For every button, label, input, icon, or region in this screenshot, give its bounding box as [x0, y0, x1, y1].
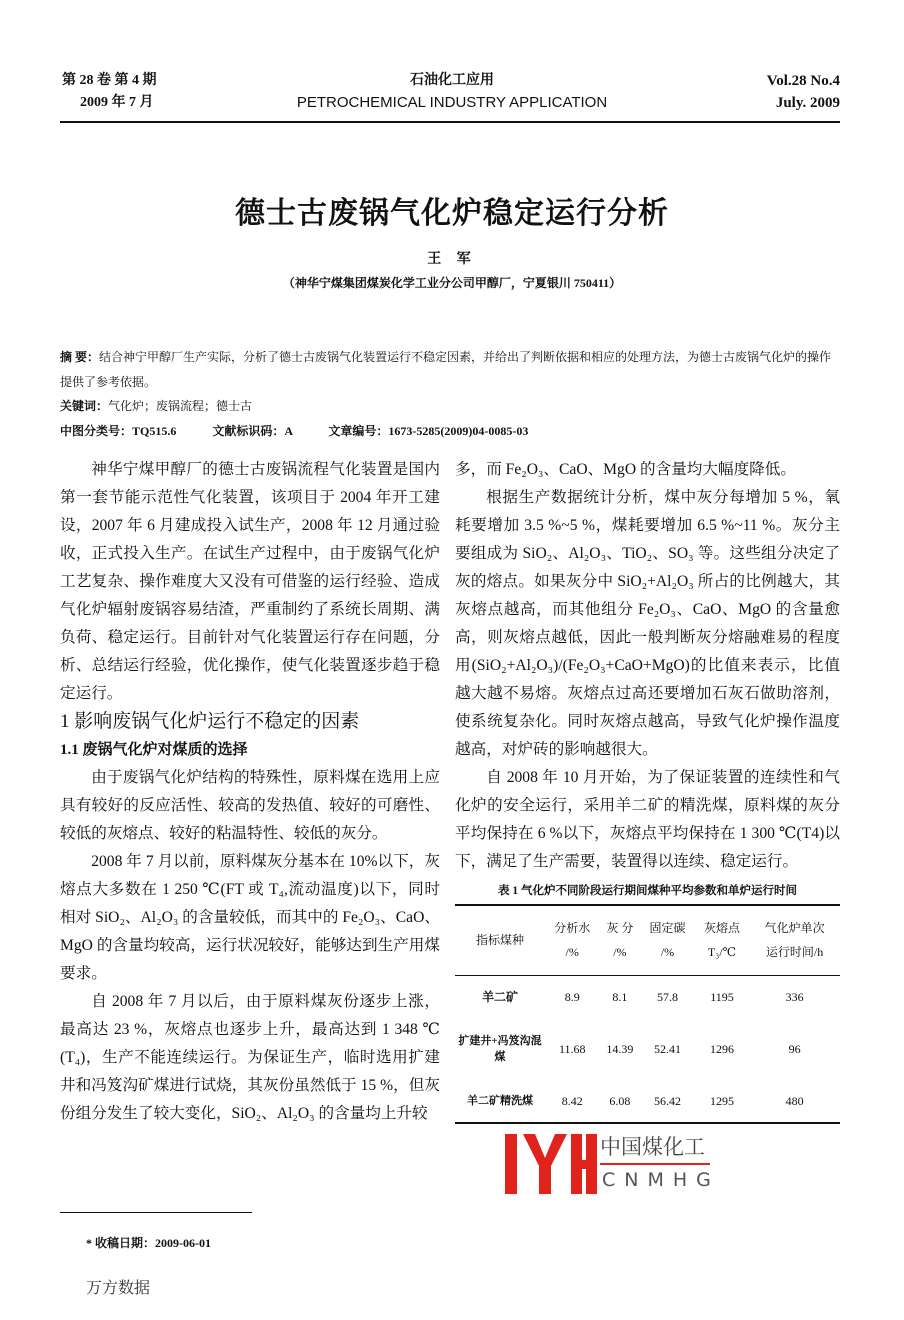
- table-cell: 8.1: [612, 990, 628, 1005]
- table-header: 气化炉单次 运行时间/h: [764, 921, 825, 960]
- table-cell: 57.8: [657, 990, 679, 1005]
- paragraph: 神华宁煤甲醇厂的德士古废锅流程气化装置是国内第一套节能示范性气化装置，该项目于 2004 年开工建设，2007 年 6 月建成投入试生产，2008 年 12 月通过验收，正式投入生产。在试生产过程中，由于废锅气化炉工艺复杂、操作难度大又没有可借鉴的运行经验、造成气化炉辐射废锅容易结渣，严重制约了系统长周期、满负荷、稳定运行。目前针对气化装置运行存在问题，分析、总结运行经验，优化操作，使气化装置逐步趋于稳定运行。: [60, 461, 440, 702]
- abstract-block: [60, 345, 840, 443]
- table-cell: 8.42: [561, 1093, 583, 1108]
- paragraph: 多，而 Fe₂O₃、CaO、MgO 的含量均大幅度降低。: [455, 461, 796, 478]
- watermark-cn: 中国煤化工: [600, 1135, 705, 1159]
- journal-en: PETROCHEMICAL INDUSTRY APPLICATION: [296, 94, 608, 111]
- table-cell: 52.41: [654, 1042, 682, 1056]
- table-header: 分析水 /%: [554, 921, 591, 960]
- classification: [60, 419, 840, 444]
- table-cell: 扩建井+冯笈沟混煤: [458, 1035, 542, 1063]
- header-rule: [60, 121, 840, 123]
- paper-title: 德士古废锅气化炉稳定运行分析: [235, 197, 669, 230]
- affiliation: （神华宁煤集团煤炭化学工业分公司甲醇厂，宁夏银川 750411）: [282, 276, 622, 290]
- date-en: July. 2009: [775, 95, 840, 111]
- table-row: [455, 1019, 840, 1079]
- footnote-rule: [60, 1212, 252, 1213]
- left-column: [60, 456, 440, 1128]
- table-cell: 1295: [709, 1093, 734, 1108]
- data-table: [455, 904, 840, 1124]
- table-cell: 336: [785, 990, 804, 1005]
- table-cell: 56.42: [654, 1093, 682, 1108]
- abstract-text: 结合神宁甲醇厂生产实际，分析了德士古废锅气化装置运行不稳定因素，并给出了判断依据和相应的处理方法，为德士古废锅气化炉的操作提供了参考依据。: [60, 350, 832, 389]
- table-cell: 6.08: [609, 1093, 631, 1108]
- date-cn: 2009 年 7 月: [80, 95, 154, 110]
- issue-info-en: [767, 70, 840, 114]
- abstract: [60, 345, 840, 394]
- watermark-logo: [505, 1132, 725, 1198]
- paragraph: 自 2008 年 10 月开始，为了保证装置的连续性和气化炉的安全运行，采用羊二矿的精洗煤，原料煤的灰分平均保持在 6 %以下，灰熔点平均保持在 1 300 ℃(T4)以下，满足了生产需要，装置得以连续、稳定运行。: [455, 769, 840, 870]
- table-cell: 14.39: [606, 1042, 634, 1056]
- doc-code-label: 文献标识码：: [212, 423, 285, 438]
- abstract-label: 摘 要：: [60, 350, 100, 364]
- table-header: 灰 分 /%: [606, 921, 634, 960]
- paragraph: 由于废锅气化炉结构的特殊性，原料煤在选用上应具有较好的反应活性、较高的发热值、较好的可磨性、较低的灰熔点、较好的粘温特性、较低的灰分。: [60, 769, 440, 842]
- doc-code-value: A: [284, 423, 293, 438]
- volume-cn: 第 28 卷 第 4 期: [62, 73, 157, 88]
- table-header: 灰熔点 T₃/℃: [703, 921, 740, 960]
- table-cell: 480: [785, 1093, 804, 1108]
- clc-value: TQ515.6: [132, 423, 177, 438]
- clc-label: 中图分类号：: [60, 423, 133, 438]
- right-column: [455, 456, 840, 1198]
- received-date-footnote: * 收稿日期：2009-06-01: [86, 1236, 211, 1250]
- section-heading: 1 影响废锅气化炉运行不稳定的因素: [60, 711, 360, 732]
- keywords: [60, 394, 840, 419]
- table-cell: 1296: [709, 1042, 734, 1056]
- author: 王 军: [427, 252, 477, 267]
- paragraph: 根据生产数据统计分析，煤中灰分每增加 5 %，氧耗要增加 3.5 %~5 %，煤耗要增加 6.5 %~11 %。灰分主要组成为 SiO₂、Al₂O₃、TiO₂、SO₃ 等。这些组分决定了灰的熔点。如果灰分中 SiO₂+Al₂O₃ 所占的比例越大，其灰熔点越高，而其他组分 Fe₂O₃、CaO、MgO 的含量愈高，则灰熔点越低，因此一般判断灰分熔融难易的程度用(SiO₂+Al₂O₃)/(Fe₂O₃+CaO+MgO)的比值来表示，比值越大越不易熔。灰熔点过高还要增加石灰石做助溶剂，使系统复杂化。同时灰熔点越高，导致气化炉操作温度越高，对炉砖的影响越很大。: [455, 489, 840, 758]
- article-no-value: 1673-5285(2009)04-0085-03: [388, 423, 529, 438]
- source-label: 万方数据: [86, 1278, 151, 1297]
- table-caption: 表 1 气化炉不同阶段运行期间煤种平均参数和单炉运行时间: [498, 885, 797, 897]
- table-cell: 96: [788, 1042, 801, 1056]
- table-cell: 11.68: [558, 1042, 586, 1056]
- data-table-block: [455, 882, 840, 1124]
- journal-cn: 石油化工应用: [410, 73, 494, 88]
- table-cell: 羊二矿: [481, 990, 518, 1005]
- keywords-label: 关键词：: [60, 399, 109, 413]
- keywords-text: 气化炉；废锅流程；德士古: [108, 399, 253, 413]
- table-header-row: [455, 905, 840, 975]
- watermark-en: CNMHG: [602, 1169, 720, 1191]
- table-cell: 8.9: [564, 990, 580, 1005]
- table-cell: 1195: [710, 990, 734, 1005]
- journal-name: [250, 70, 654, 114]
- volume-en: Vol.28 No.4: [766, 73, 840, 89]
- table-header: 指标煤种: [475, 933, 524, 948]
- watermark-divider: [600, 1163, 710, 1165]
- table-row: [455, 975, 840, 1019]
- article-no-label: 文章编号：: [328, 423, 389, 438]
- table-row: [455, 1079, 840, 1123]
- issue-info-cn: [62, 70, 157, 114]
- table-cell: 羊二矿精洗煤: [467, 1094, 533, 1107]
- paragraph: 自 2008 年 7 月以后，由于原料煤灰份逐步上涨，最高达 23 %，灰熔点也逐步上升，最高达到 1 348 ℃(T₄)，生产不能连续运行。为保证生产，临时选用扩建井和冯笈沟矿煤进行试烧，其灰份虽然低于 15 %，但灰份组分发生了较大变化，SiO₂、Al₂O₃ 的含量均上升较: [60, 993, 440, 1122]
- cnmhg-logo-icon: [505, 1132, 597, 1196]
- subsection-heading: 1.1 废锅气化炉对煤质的选择: [60, 742, 248, 758]
- paragraph: 2008 年 7 月以前，原料煤灰分基本在 10%以下，灰熔点大多数在 1 250 ℃(FT 或 T₄,流动温度)以下，同时相对 SiO₂、Al₂O₃ 的含量较低，而其中的 Fe₂O₃、CaO、MgO 的含量均较高，运行状况较好，能够达到生产用煤要求。: [60, 853, 440, 982]
- table-header: 固定碳 /%: [649, 921, 686, 960]
